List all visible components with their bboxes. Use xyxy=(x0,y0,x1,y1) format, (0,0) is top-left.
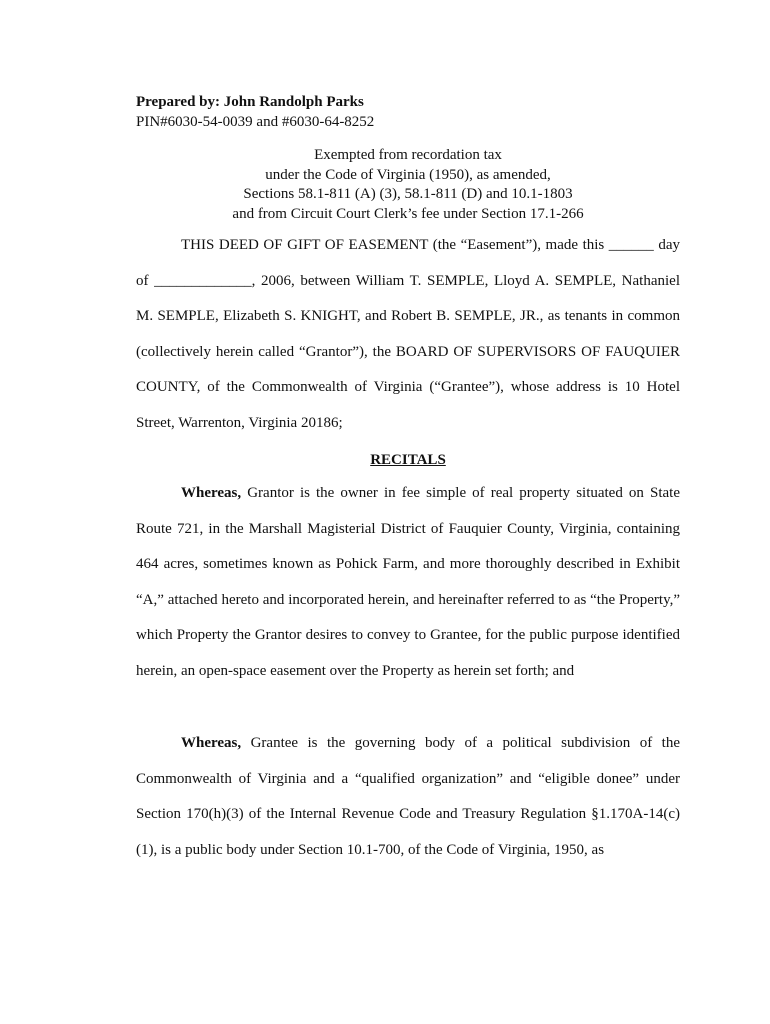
recital-2-lead: Whereas, xyxy=(181,735,242,751)
recital-2-text: Grantee is the governing body of a political subdivision of the Commonwealth of Virginia and a “qualified organization” and “eligible donee” under Section 170(h)(3) of the Internal Revenue Code and Treasury Regulation §1.170A-14(c)(1), is a public body under Section 10.1-700, of the Code of Virginia, 1950, as xyxy=(136,735,680,858)
exemption-line-4: and from Circuit Court Clerk’s fee under Section 17.1-266 xyxy=(232,205,584,222)
deed-paragraph: THIS DEED OF GIFT OF EASEMENT (the “Easement”), made this ______ day of _____________, 2006, between William T. SEMPLE, Lloyd A. SEMPLE, Nathaniel M. SEMPLE, Elizabeth S. KNIGHT, and Robert B. SEMPLE, JR., as tenants in common (collectively herein called “Grantor”), the BOARD OF SUPERVISORS OF FAUQUIER COUNTY, of the Commonwealth of Virginia (“Grantee”), whose address is 10 Hotel Street, Warrenton, Virginia 20186; xyxy=(136,237,680,431)
recital-1-lead: Whereas, xyxy=(181,485,242,501)
recital-1-text: Grantor is the owner in fee simple of real property situated on State Route 721, in the Marshall Magisterial District of Fauquier County, Virginia, containing 464 acres, sometimes known as Pohick Farm, and more thoroughly described in Exhibit “A,” attached hereto and incorporated herein, and hereinafter referred to as “the Property,” which Property the Grantor desires to convey to Grantee, for the public purpose identified herein, an open-space easement over the Property as herein set forth; and xyxy=(136,485,680,679)
exemption-line-1: Exempted from recordation tax xyxy=(314,147,502,163)
recital-paragraph-1 xyxy=(136,476,680,689)
recitals-heading: RECITALS xyxy=(370,452,446,468)
exemption-line-3: Sections 58.1-811 (A) (3), 58.1-811 (D) and 10.1-1803 xyxy=(243,186,573,202)
preparer-block xyxy=(136,92,656,132)
pin-line: PIN#6030-54-0039 and #6030-64-8252 xyxy=(136,114,375,130)
exemption-line-2: under the Code of Virginia (1950), as amended, xyxy=(265,166,551,183)
recital-paragraph-2 xyxy=(136,726,680,868)
exemption-notice xyxy=(136,146,680,224)
prepared-by-line: Prepared by: John Randolph Parks xyxy=(136,94,364,110)
